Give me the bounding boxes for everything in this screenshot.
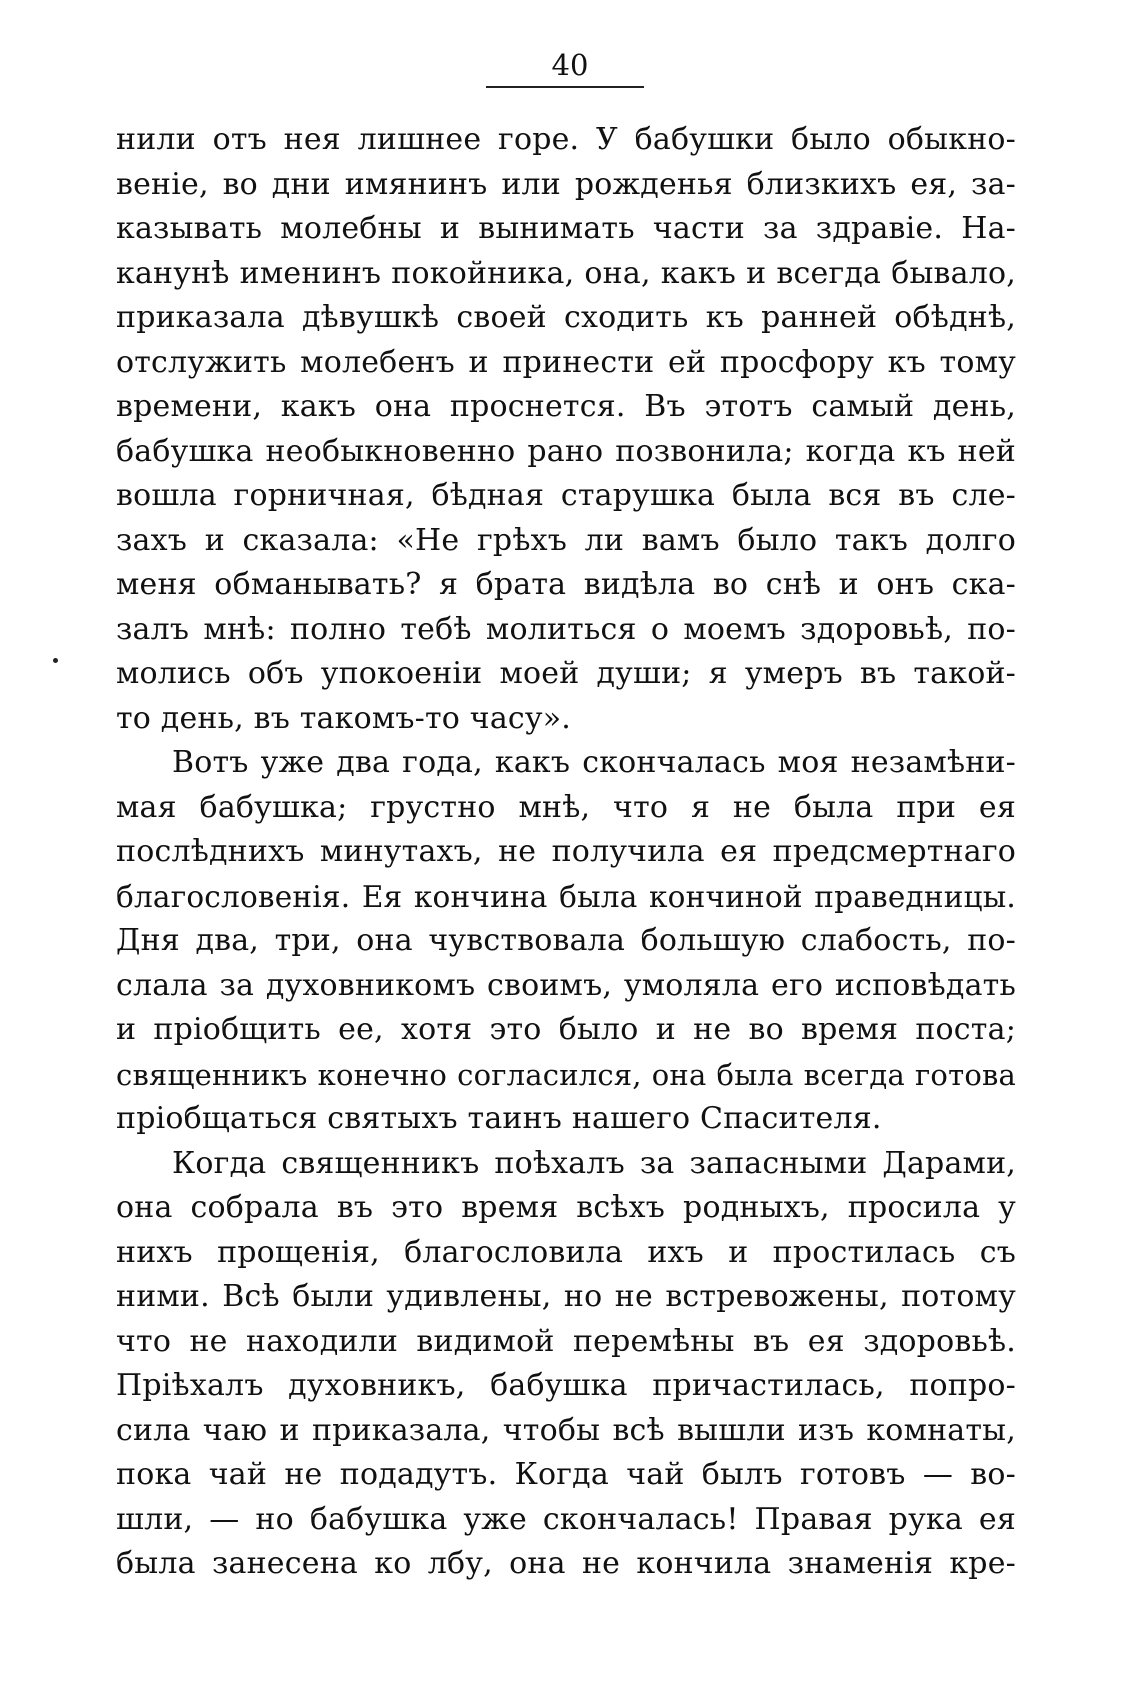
text-line: канунѣ именинъ покойника, она, какъ и всегда бывало, [116, 255, 1016, 291]
text-line: пріобщаться святыхъ таинъ нашего Спасителя. [116, 1101, 882, 1136]
text-line: сила чаю и приказала, чтобы всѣ вышли изъ комнаты, [116, 1412, 1016, 1448]
text-line: нили отъ нея лишнее горе. У бабушки было обыкно- [116, 122, 1016, 157]
paragraph-3 [116, 1142, 1016, 1587]
margin-mark [53, 658, 58, 663]
text-line: священникъ конечно согласился, она была всегда готова [116, 1057, 1016, 1092]
text-line: бабушка необыкновенно рано позвонила; когда къ ней [116, 433, 1016, 469]
text-line: шли, — но бабушка уже скончалась! Правая рука ея [116, 1501, 1016, 1537]
body-text [116, 118, 1016, 1587]
text-line: благословенія. Ея кончина была кончиной праведницы. [116, 879, 1016, 914]
text-line: ними. Всѣ были удивлены, но не встревожены, потому [116, 1279, 1016, 1314]
text-line: веніе, во дни имянинъ или рожденья близкихъ ея, за- [116, 166, 1016, 202]
text-line: приказала дѣвушкѣ своей сходить къ ранней обѣднѣ, [116, 300, 1016, 335]
text-line: что не находили видимой перемѣны въ ея здоровьѣ. [116, 1323, 1016, 1359]
text-line: вошла горничная, бѣдная старушка была вся въ сле- [116, 478, 1016, 513]
text-line: нихъ прощенія, благословила ихъ и простилась съ [116, 1234, 1016, 1270]
text-line: она собрала въ это время всѣхъ родныхъ, просила у [116, 1190, 1016, 1225]
header-rule [486, 86, 644, 88]
text-line: залъ мнѣ: полно тебѣ молиться о моемъ здоровьѣ, по- [116, 611, 1016, 647]
text-line: молись объ упокоеніи моей души; я умеръ въ такой- [116, 656, 1016, 691]
text-line: послѣднихъ минутахъ, не получила ея предсмертнаго [116, 834, 1016, 869]
text-line: была занесена ко лбу, она не кончила знаменія кре- [116, 1546, 1016, 1581]
text-line: казывать молебны и вынимать части за здравіе. На- [116, 211, 1016, 246]
text-line: захъ и сказала: «Не грѣхъ ли вамъ было такъ долго [116, 522, 1016, 558]
page-number: 40 [551, 48, 589, 82]
text-line: времени, какъ она проснется. Въ этотъ самый день, [116, 389, 1016, 424]
text-line: Вотъ уже два года, какъ скончалась моя незамѣни- [172, 745, 1016, 780]
text-line: пока чай не подадутъ. Когда чай былъ готовъ — во- [116, 1457, 1016, 1492]
text-line: слала за духовникомъ своимъ, умоляла его исповѣдать [116, 967, 1016, 1003]
paragraph-2 [116, 741, 1016, 1142]
text-line: отслужить молебенъ и принести ей просфору къ тому [116, 344, 1016, 380]
text-line: Пріѣхалъ духовникъ, бабушка причастилась, попро- [116, 1368, 1016, 1403]
text-line: то день, въ такомъ-то часу». [116, 700, 572, 736]
paragraph-1 [116, 118, 1016, 741]
text-line: мая бабушка; грустно мнѣ, что я не была при ея [116, 789, 1016, 825]
text-line: Когда священникъ поѣхалъ за запасными Дарами, [172, 1145, 1016, 1181]
text-line: и пріобщить ее, хотя это было и не во время поста; [116, 1012, 1016, 1047]
text-line: меня обманывать? я брата видѣла во снѣ и онъ ска- [116, 567, 1016, 602]
text-line: Дня два, три, она чувствовала большую слабость, по- [116, 923, 1016, 958]
